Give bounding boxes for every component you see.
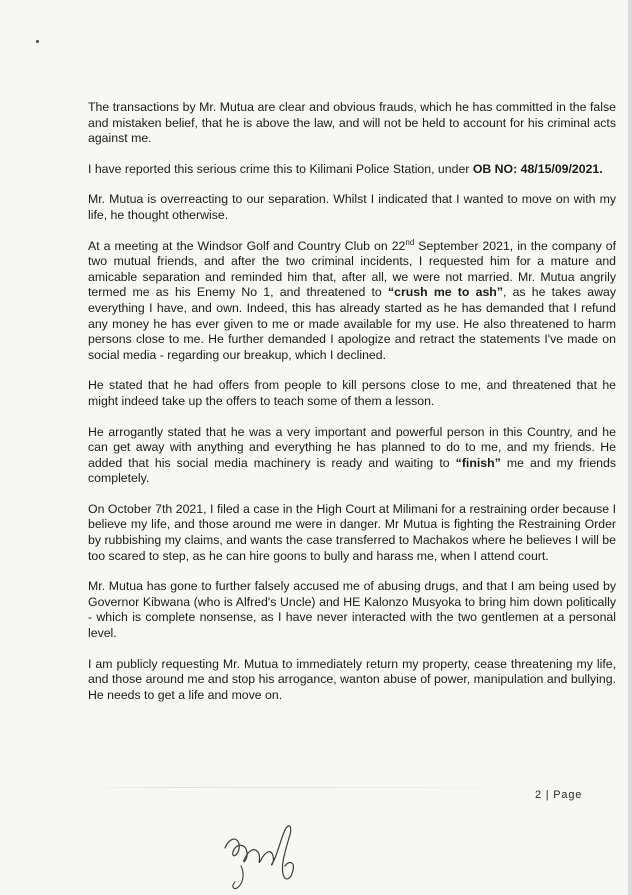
text-run: At a meeting at the Windsor Golf and Country Club on 22: [88, 238, 406, 253]
ordinal-suffix: nd: [405, 237, 415, 247]
text-run: I have reported this serious crime this to Kilimani Police Station, under: [88, 161, 473, 176]
page-edge: [628, 0, 632, 895]
paragraph-court-case: [88, 502, 616, 564]
text-run: , as he takes away everything I have, and own. Indeed, this has already started as he has demanded that I refund any money he has ever given to me or made available for my use. He also threatened to harm persons close to me. He further demanded I apologize and retract the statements I've made on social media - regarding our breakup, which I declined.: [88, 285, 616, 362]
paragraph-frauds: [88, 100, 616, 147]
letter-body: [88, 100, 616, 718]
text-run: Mr. Mutua is overreacting to our separation. Whilst I indicated that I wanted to move on with my life, he thought otherwise.: [88, 192, 616, 222]
handwritten-signature: [215, 808, 305, 893]
text-run: On October 7th 2021, I filed a case in the High Court at Milimani for a restraining order because I believe my life, and those around me were in danger. Mr Mutua is fighting the Restraining Order by rubbishing my claims, and wants the case transferred to Machakos where he believes I will be too scared to step, as he can hire goons to bully and harass me, when I attend court.: [88, 501, 616, 563]
paragraph-police-report: [88, 162, 616, 178]
ob-number: OB NO: 48/15/09/2021.: [472, 161, 603, 176]
footer-rule: [88, 787, 548, 788]
text-run: me and my friends completely.: [88, 455, 616, 486]
quote-crush: “crush me to ash”: [387, 285, 503, 300]
paragraph-meeting: [88, 239, 616, 364]
paragraph-accusations: [88, 579, 616, 641]
scan-speck: [36, 40, 39, 43]
text-run: He arrogantly stated that he was a very important and powerful person in this Country, and he can get away with anything and everything he has planned to do to me, and my friends. He added that his social media machinery is ready and waiting to: [88, 424, 616, 470]
text-run: I am publicly requesting Mr. Mutua to immediately return my property, cease threatening my life, and those around me and stop his arrogance, wanton abuse of power, manipulation and bullying. He needs to get a life and move on.: [88, 656, 616, 702]
paragraph-offers: [88, 378, 616, 409]
paragraph-request: [88, 657, 616, 704]
quote-finish: “finish”: [455, 455, 501, 470]
text-run: Mr. Mutua has gone to further falsely accused me of abusing drugs, and that I am being used by Governor Kibwana (who is Alfred's Uncle) and HE Kalonzo Musyoka to bring him down politically - which is complete nonsense, as I have never interacted with the two gentlemen at a personal level.: [88, 579, 616, 641]
text-run: September 2021, in the company of two mutual friends, and after the two criminal incidents, I requested him for a mature and amicable separation and reminded him that, after all, we were not married. Mr. Mutua angrily termed me as his Enemy No 1, and threatened to: [88, 238, 616, 300]
page-number: 2 | Page: [535, 789, 583, 801]
paragraph-separation: [88, 192, 616, 223]
text-run: He stated that he had offers from people to kill persons close to me, and threatened that he might indeed take up the offers to teach some of them a lesson.: [88, 378, 616, 408]
paragraph-arrogance: [88, 425, 616, 487]
text-run: The transactions by Mr. Mutua are clear and obvious frauds, which he has committed in the false and mistaken belief, that he is above the law, and will not be held to account for his criminal acts against me.: [88, 100, 616, 146]
